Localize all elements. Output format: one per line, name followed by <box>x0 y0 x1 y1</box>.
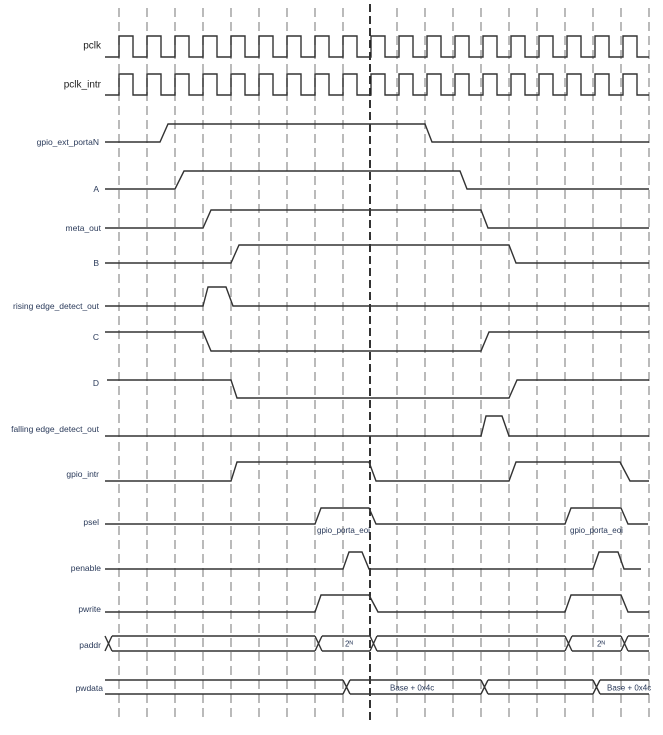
rising-edge-detect-out-waveform <box>105 287 649 306</box>
pwdata-value-1: Base + 0x4c <box>390 683 435 693</box>
gpio-ext-portaN-waveform <box>105 124 649 142</box>
signal-label-gpio-ext-portan: gpio_ext_portaN <box>36 137 99 147</box>
pwrite-waveform <box>105 595 649 612</box>
D-waveform <box>107 380 649 398</box>
signal-label-pclk-intr: pclk_intr <box>63 79 101 91</box>
C-waveform <box>105 332 649 351</box>
signal-label-meta-out: meta_out <box>65 223 101 233</box>
signal-label-psel: psel <box>83 517 99 527</box>
pclk-intr-waveform <box>105 74 649 95</box>
penable-waveform <box>105 552 641 569</box>
signal-label-penable: penable <box>70 563 101 573</box>
gpio-intr-waveform <box>105 462 649 481</box>
pclk-waveform <box>105 36 649 57</box>
falling-edge-detect-out-waveform <box>105 416 649 436</box>
meta-out-waveform <box>105 210 649 228</box>
pwdata-value-2: Base + 0x4c <box>607 683 652 693</box>
signal-label-rising-edge-detect-out: rising edge_detect_out <box>12 301 99 311</box>
signal-label-b: B <box>93 258 99 268</box>
psel-annotation-1: gpio_porta_eoi <box>317 526 370 535</box>
signal-label-paddr: paddr <box>79 640 101 650</box>
signal-label-gpio-intr: gpio_intr <box>66 469 99 479</box>
signal-label-pwdata: pwdata <box>75 683 103 693</box>
psel-waveform <box>105 508 648 524</box>
grid-lines <box>119 4 652 722</box>
signal-label-pwrite: pwrite <box>78 604 101 614</box>
signal-label-a: A <box>93 184 99 194</box>
psel-annotation-2: gpio_porta_eoi <box>570 526 623 535</box>
B-waveform <box>105 245 649 263</box>
A-waveform <box>105 171 649 189</box>
paddr-value-2: 2ᴺ <box>597 639 605 649</box>
paddr-value-1: 2ᴺ <box>345 639 353 649</box>
signal-label-falling-edge-detect-out: falling edge_detect_out <box>11 424 99 434</box>
waveforms <box>105 36 652 694</box>
signal-label-c: C <box>92 332 99 342</box>
signal-label-pclk: pclk <box>83 40 101 52</box>
signal-label-d: D <box>92 378 99 388</box>
